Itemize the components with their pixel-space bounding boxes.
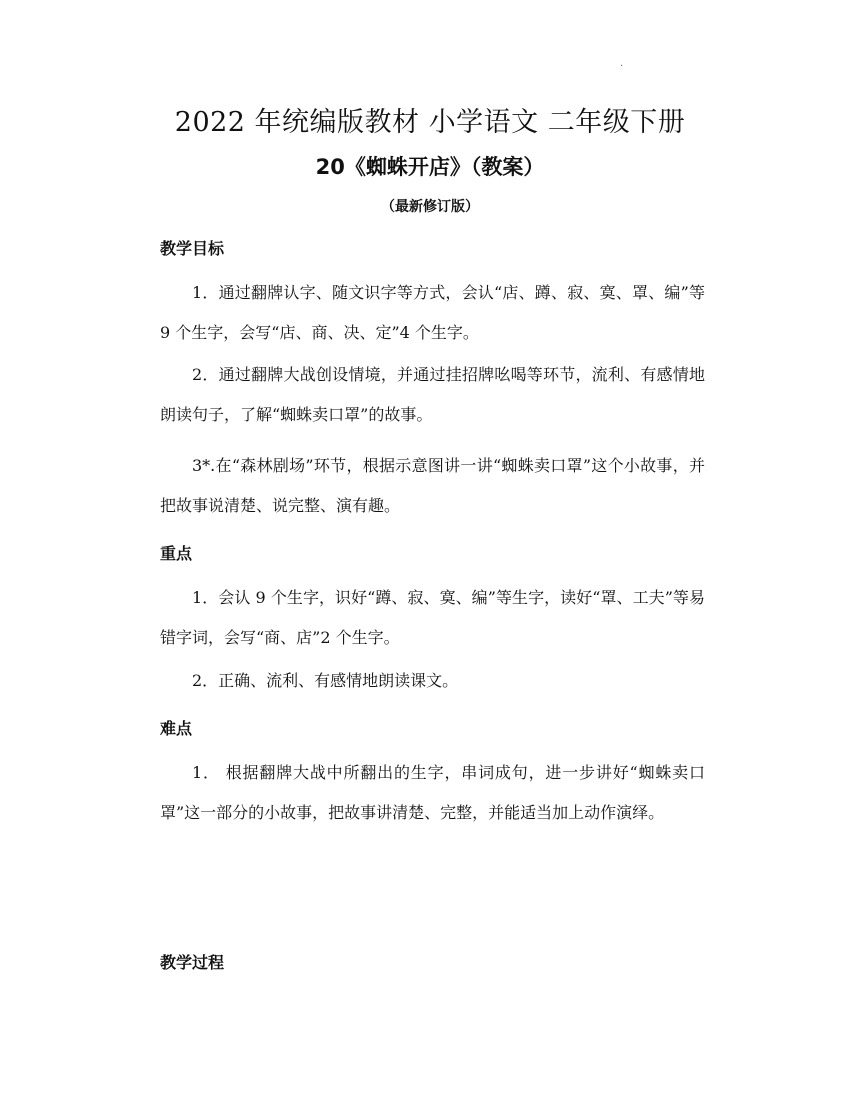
lesson-title: 20《蜘蛛开店》（教案）: [315, 155, 545, 179]
goal-item-2: 2．通过翻牌大战创设情境，并通过挂招牌吆喝等环节，流利、有感情地朗读句子，了解“蜘蛛卖口罩”的故事。: [160, 365, 705, 424]
goal-item-3: 3*.在“森林剧场”环节，根据示意图讲一讲“蜘蛛卖口罩”这个小故事，并把故事说清楚、说完整、演有趣。: [160, 456, 705, 515]
heading-difficult-points: 难点: [160, 719, 193, 738]
page-marker-dot: .: [620, 58, 624, 69]
key-item-2: 2．正确、流利、有感情地朗读课文。: [192, 671, 459, 690]
edition-label: （最新修订版）: [381, 199, 479, 215]
difficult-item-1: 1． 根据翻牌大战中所翻出的生字，串词成句，进一步讲好“蜘蛛卖口罩”这一部分的小故事，把故事讲清楚、完整，并能适当加上动作演绎。: [160, 763, 705, 822]
heading-teaching-goals: 教学目标: [160, 239, 225, 258]
heading-key-points: 重点: [160, 544, 193, 563]
key-item-1: 1．会认 9 个生字，识好“蹲、寂、寞、编”等生字，读好“罩、工夫”等易错字词，会写“商、店”2 个生字。: [160, 588, 705, 647]
heading-teaching-process: 教学过程: [160, 953, 225, 972]
document-title: 2022 年统编版教材 小学语文 二年级下册: [174, 107, 686, 138]
goal-item-1: 1．通过翻牌认字、随文识字等方式，会认“店、蹲、寂、寞、罩、编”等 9 个生字，会写“店、商、决、定”4 个生字。: [160, 283, 705, 342]
